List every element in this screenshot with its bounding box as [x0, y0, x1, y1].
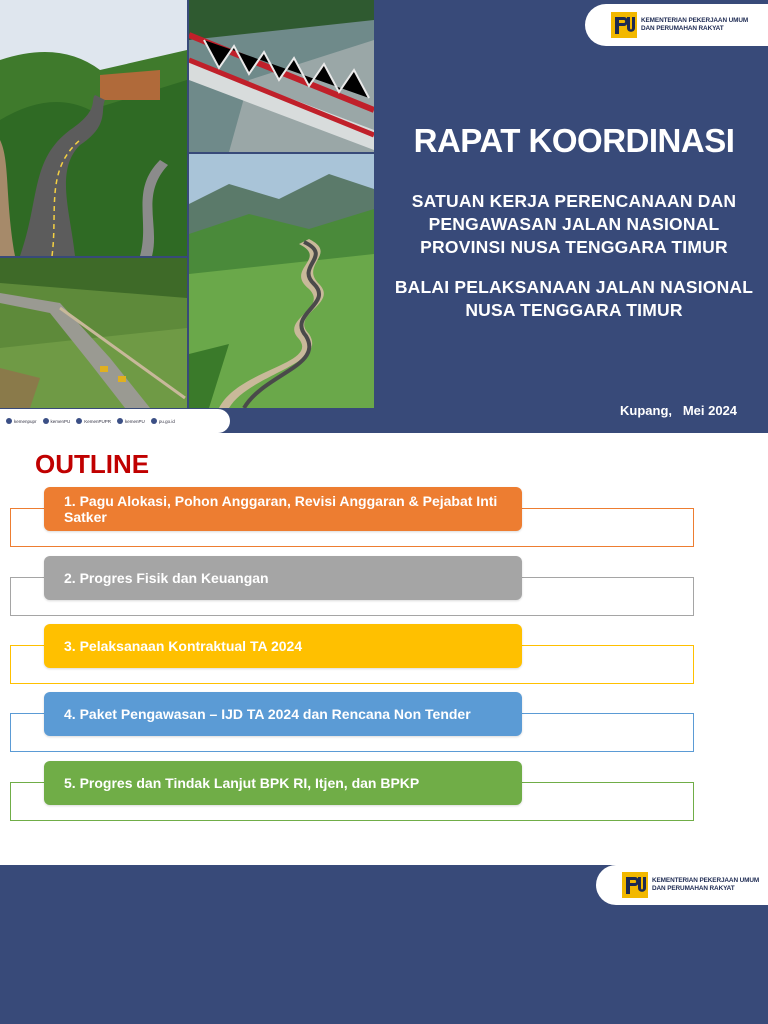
facebook-icon: [76, 418, 82, 424]
subtitle-line: PROVINSI NUSA TENGGARA TIMUR: [420, 237, 728, 257]
logo-line-1: KEMENTERIAN PEKERJAAN UMUM: [641, 17, 749, 24]
logo-line-1: KEMENTERIAN PEKERJAAN UMUM: [652, 877, 760, 884]
outline-item: [0, 487, 768, 557]
logo-line-2: DAN PERUMAHAN RAKYAT: [652, 885, 735, 892]
item-pill[interactable]: 1. Pagu Alokasi, Pohon Anggaran, Revisi Anggaran & Pejabat Inti Satker: [44, 487, 522, 531]
subtitle-line: SATUAN KERJA PERENCANAAN DAN: [411, 191, 737, 211]
place-date: Kupang, Mei 2024: [620, 403, 738, 418]
outline-item: [0, 556, 768, 626]
satker-subtitle: [380, 190, 768, 259]
item-pill[interactable]: 4. Paket Pengawasan – IJD TA 2024 dan Rencana Non Tender: [44, 692, 522, 736]
item-pill[interactable]: 5. Progres dan Tindak Lanjut BPK RI, Itjen, dan BPKP: [44, 761, 522, 805]
outline-slide: [0, 433, 768, 865]
subtitle-line: BALAI PELAKSANAAN JALAN NASIONAL: [394, 277, 754, 297]
twitter-icon: [43, 418, 49, 424]
subtitle-line: PENGAWASAN JALAN NASIONAL: [428, 214, 720, 234]
balai-subtitle: [380, 276, 768, 322]
logo-line-2: DAN PERUMAHAN RAKYAT: [641, 25, 724, 32]
social-handle[interactable]: kemenpupr: [6, 418, 37, 424]
red-bridge-photo: [189, 0, 374, 152]
pu-logo-icon: [622, 872, 648, 898]
item-pill[interactable]: 2. Progres Fisik dan Keuangan: [44, 556, 522, 600]
social-handle[interactable]: kemenPU: [43, 418, 71, 424]
outline-item: [0, 624, 768, 694]
winding-road-photo: [0, 0, 187, 256]
road-construction-photo: [0, 258, 187, 408]
social-handle[interactable]: kemenPU: [117, 418, 145, 424]
mountain-road-photo: [189, 154, 374, 408]
outline-item: [0, 692, 768, 762]
pu-logo-icon: [611, 12, 637, 38]
item-pill[interactable]: 3. Pelaksanaan Kontraktual TA 2024: [44, 624, 522, 668]
ministry-logo: [596, 865, 768, 905]
social-handle[interactable]: pu.go.id: [151, 418, 175, 424]
outline-heading: OUTLINE: [35, 449, 150, 479]
subtitle-line: NUSA TENGGARA TIMUR: [465, 300, 683, 320]
outline-item: [0, 761, 768, 831]
title-slide: [0, 0, 768, 433]
social-media-bar: [0, 409, 230, 433]
instagram-icon: [6, 418, 12, 424]
youtube-icon: [117, 418, 123, 424]
slide-title: RAPAT KOORDINASI: [413, 122, 735, 159]
globe-icon: [151, 418, 157, 424]
ministry-logo: [585, 4, 768, 46]
social-handle[interactable]: KemenPUPR: [76, 418, 111, 424]
